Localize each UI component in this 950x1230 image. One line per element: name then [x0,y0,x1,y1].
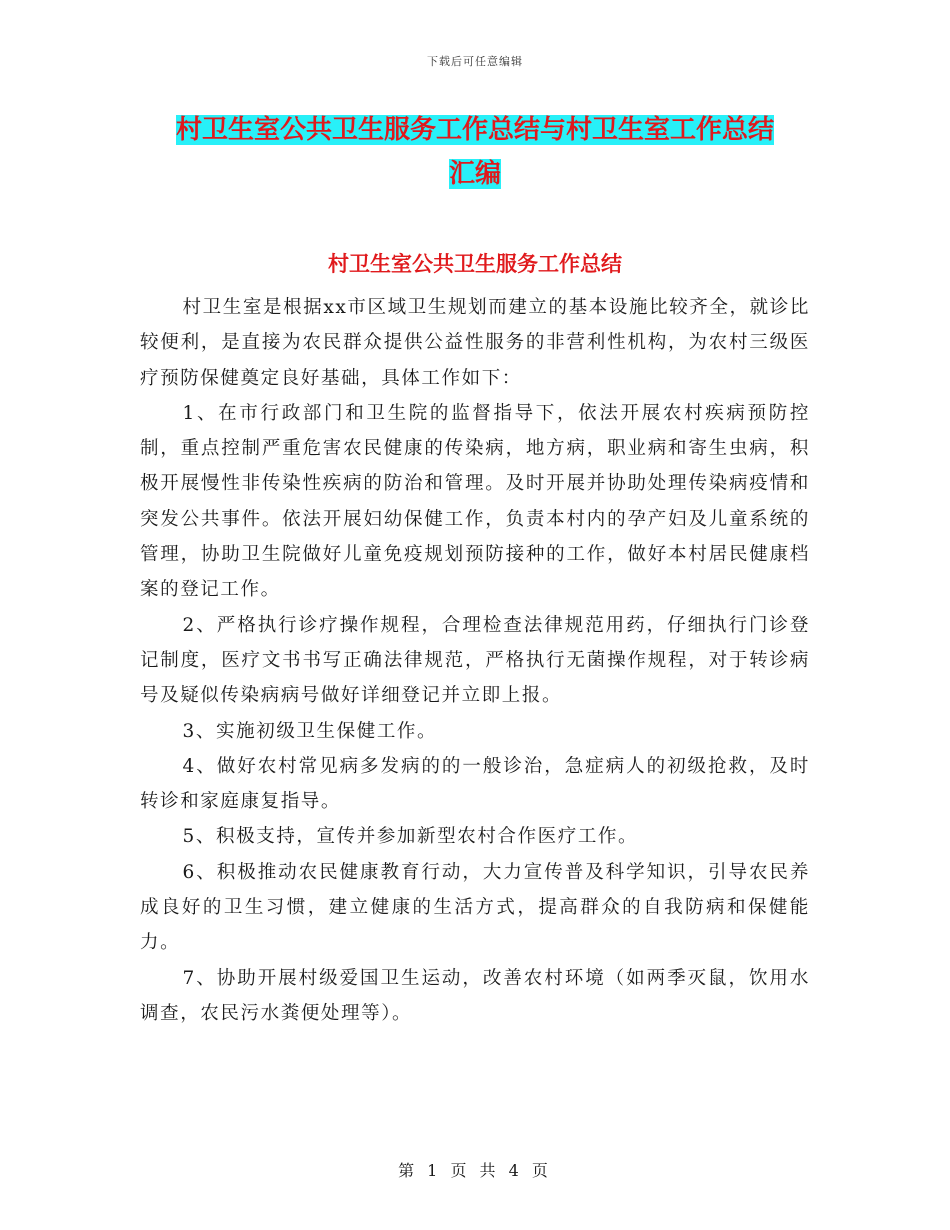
paragraph-item-1: 1、在市行政部门和卫生院的监督指导下，依法开展农村疾病预防控制，重点控制严重危害农民健康的传染病，地方病，职业病和寄生虫病，积极开展慢性非传染性疾病的防治和管理。及时开展并协助处理传染病疫情和突发公共事件。依法开展妇幼保健工作，负责本村内的孕产妇及儿童系统的管理，协助卫生院做好儿童免疫规划预防接种的工作，做好本村居民健康档案的登记工作。 [140,402,810,601]
paragraph-item-3: 3、实施初级卫生保健工作。 [182,720,438,742]
paragraph-item-2: 2、严格执行诊疗操作规程，合理检查法律规范用药，仔细执行门诊登记制度，医疗文书书写正确法律规范，严格执行无菌操作规程，对于转诊病号及疑似传染病病号做好详细登记并立即上报。 [140,614,810,707]
page-footer: 第 1 页 共 4 页 [398,1161,552,1180]
paragraph-item-4: 4、做好农村常见病多发病的的一般诊治，急症病人的初级抢救，及时转诊和家庭康复指导。 [140,755,810,813]
document-title [140,108,810,196]
document-body [140,290,810,1031]
header-note: 下载后可任意编辑 [427,55,523,68]
paragraph-intro: 村卫生室是根据xx市区域卫生规划而建立的基本设施比较齐全，就诊比较便利，是直接为农民群众提供公益性服务的非营利性机构，为农村三级医疗预防保健奠定良好基础，具体工作如下： [140,297,810,389]
paragraph-item-5: 5、积极支持，宣传并参加新型农村合作医疗工作。 [182,826,639,848]
paragraph-item-6: 6、积极推动农民健康教育行动，大力宣传普及科学知识，引导农民养成良好的卫生习惯，建立健康的生活方式，提高群众的自我防病和保健能力。 [140,861,810,954]
section-title: 村卫生室公共卫生服务工作总结 [328,252,622,276]
document-title-line2: 汇编 [448,159,501,189]
document-title-line1: 村卫生室公共卫生服务工作总结与村卫生室工作总结 [175,115,774,145]
paragraph-item-7: 7、协助开展村级爱国卫生运动，改善农村环境（如两季灭鼠，饮用水调查，农民污水粪便处理等）。 [140,967,810,1024]
